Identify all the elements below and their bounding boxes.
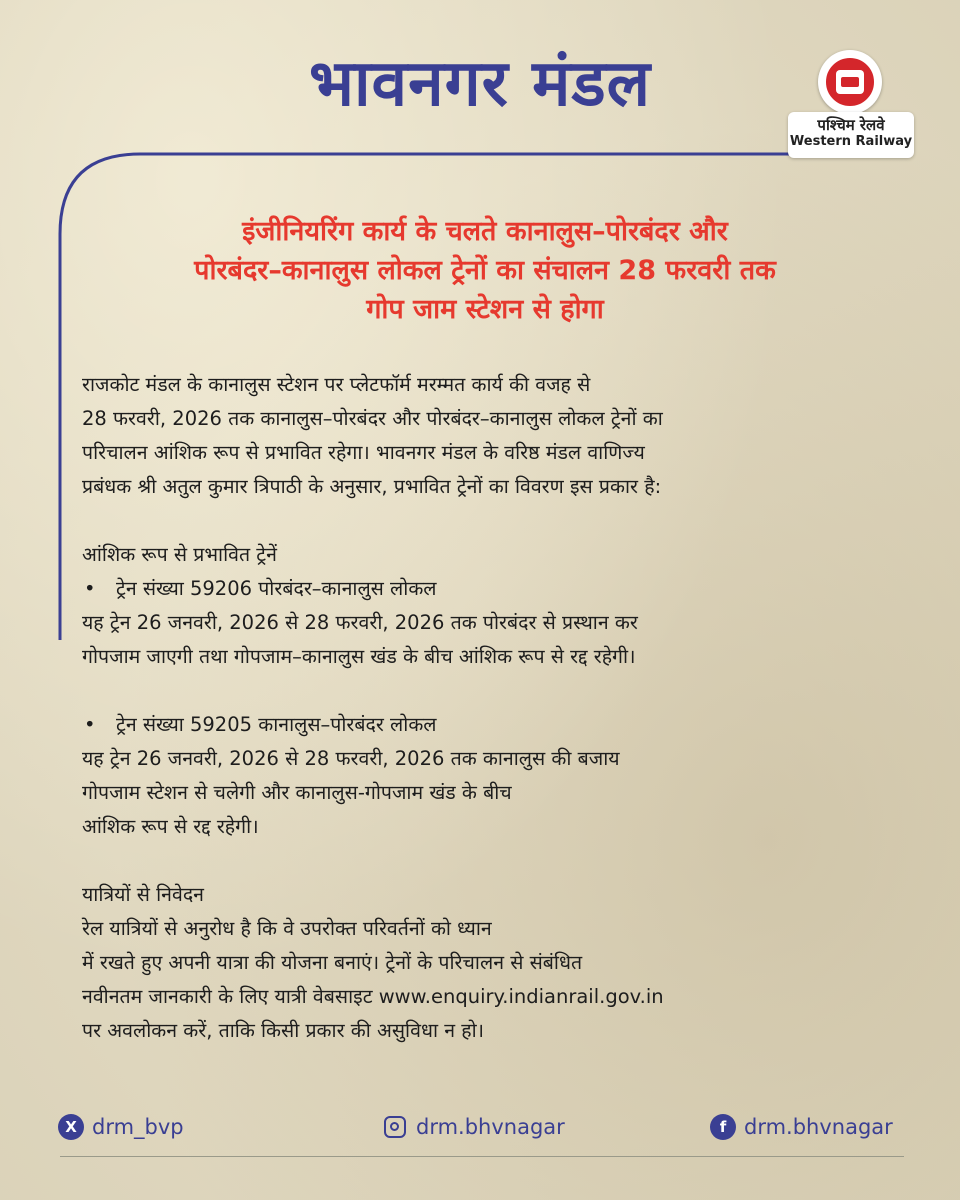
intro-line: परिचालन आंशिक रूप से प्रभावित रहेगा। भावनगर मंडल के वरिष्ठ मंडल वाणिज्य xyxy=(82,441,645,464)
instagram-social-link[interactable] xyxy=(384,1112,565,1142)
social-footer xyxy=(0,1106,960,1146)
headline-line-2: पोरबंदर–कानालुस लोकल ट्रेनों का संचालन 28 फरवरी तक xyxy=(194,255,776,286)
train-59205-detail: गोपजाम स्टेशन से चलेगी और कानालुस-गोपजाम खंड के बीच xyxy=(82,781,512,804)
facebook-icon: f xyxy=(710,1114,736,1140)
facebook-social-link[interactable] xyxy=(710,1112,893,1142)
request-line: पर अवलोकन करें, ताकि किसी प्रकार की असुविधा न हो। xyxy=(82,1019,485,1042)
headline-line-1: इंजीनियरिंग कार्य के चलते कानालुस–पोरबंदर और xyxy=(242,216,728,247)
train-59205-title: • ट्रेन संख्या 59205 कानालुस–पोरबंदर लोकल xyxy=(82,708,932,742)
request-line: में रखते हुए अपनी यात्रा की योजना बनाएं। ट्रेनों के परिचालन से संबंधित xyxy=(82,951,583,974)
instagram-icon xyxy=(384,1116,406,1138)
request-line: नवीनतम जानकारी के लिए यात्री वेबसाइट www.enquiry.indianrail.gov.in xyxy=(82,985,664,1008)
page-title: भावनगर मंडल xyxy=(308,47,652,121)
train-59206-detail: यह ट्रेन 26 जनवरी, 2026 से 28 फरवरी, 2026 तक पोरबंदर से प्रस्थान कर xyxy=(82,611,638,634)
headline xyxy=(70,212,900,329)
indian-railways-emblem-icon xyxy=(818,50,882,114)
x-icon: X xyxy=(58,1114,84,1140)
facebook-handle: drm.bhvnagar xyxy=(744,1115,893,1139)
logo-text-english: Western Railway xyxy=(789,134,913,149)
headline-line-3: गोप जाम स्टेशन से होगा xyxy=(366,294,604,325)
western-railway-logo xyxy=(780,50,916,162)
train-59205-detail: यह ट्रेन 26 जनवरी, 2026 से 28 फरवरी, 2026 तक कानालुस की बजाय xyxy=(82,747,620,770)
affected-heading: आंशिक रूप से प्रभावित ट्रेनें xyxy=(82,543,277,566)
footer-divider xyxy=(60,1156,904,1157)
train-59206-title: • ट्रेन संख्या 59206 पोरबंदर–कानालुस लोकल xyxy=(82,572,932,606)
intro-line: 28 फरवरी, 2026 तक कानालुस–पोरबंदर और पोरबंदर–कानालुस लोकल ट्रेनों का xyxy=(82,407,663,430)
intro-line: राजकोट मंडल के कानालुस स्टेशन पर प्लेटफॉर्म मरम्मत कार्य की वजह से xyxy=(82,373,591,396)
instagram-handle: drm.bhvnagar xyxy=(416,1115,565,1139)
intro-line: प्रबंधक श्री अतुल कुमार त्रिपाठी के अनुसार, प्रभावित ट्रेनों का विवरण इस प्रकार है: xyxy=(82,475,662,498)
x-social-link[interactable] xyxy=(58,1112,184,1142)
x-handle: drm_bvp xyxy=(92,1115,184,1139)
notice-body xyxy=(82,368,932,1048)
train-59205-detail: आंशिक रूप से रद्द रहेगी। xyxy=(82,815,259,838)
logo-plate xyxy=(788,112,914,158)
logo-text-hindi: पश्चिम रेलवे xyxy=(817,116,885,134)
train-59206-detail: गोपजाम जाएगी तथा गोपजाम–कानालुस खंड के बीच आंशिक रूप से रद्द रहेगी। xyxy=(82,645,636,668)
request-heading: यात्रियों से निवेदन xyxy=(82,883,205,906)
intro-paragraph xyxy=(82,368,932,504)
request-line: रेल यात्रियों से अनुरोध है कि वे उपरोक्त परिवर्तनों को ध्यान xyxy=(82,917,492,940)
